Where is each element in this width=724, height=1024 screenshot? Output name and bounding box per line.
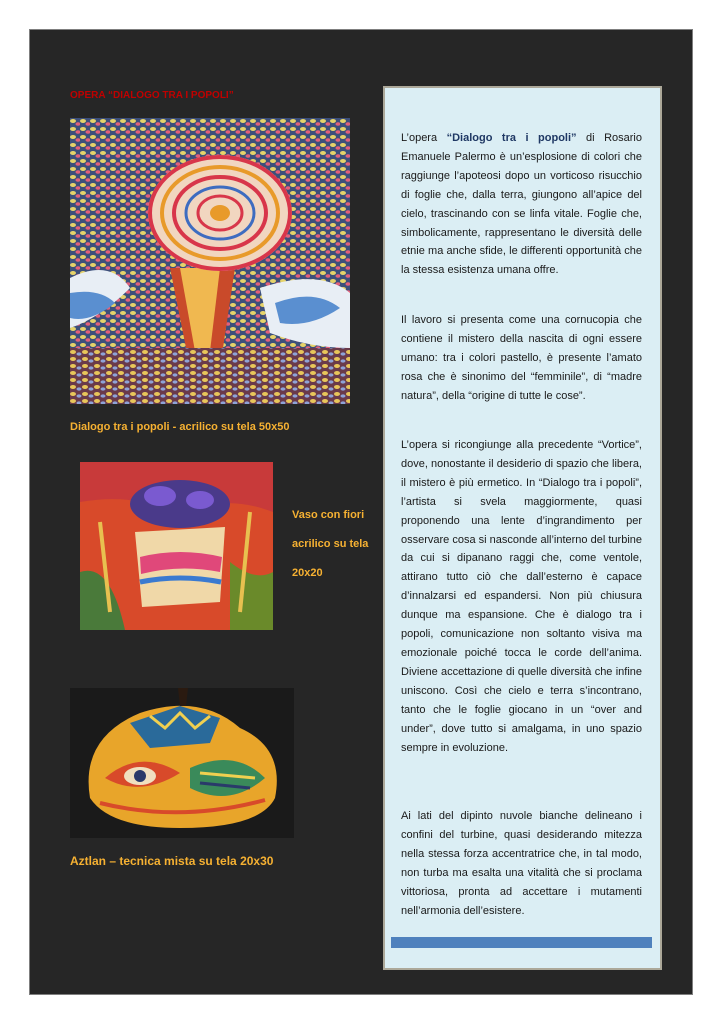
- document-page: [29, 29, 693, 995]
- accent-bar: [391, 937, 652, 948]
- painting-aztlan: [70, 688, 294, 838]
- painting-vaso-con-fiori: [80, 462, 273, 630]
- p1-intro: L’opera: [401, 132, 447, 144]
- caption-vaso-line-1: Vaso con fiori: [292, 509, 365, 521]
- paragraph-2: Il lavoro si presenta come una cornucopia che contiene il mistero della nascita di ogni essere umano: tra i colori pastello, è presente l’amato rosa che è sinonimo del “femminile”, di “madre natura”, della “origine di tutte le cose”.: [401, 314, 642, 402]
- caption-dialogo: Dialogo tra i popoli - acrilico su tela 50x50: [70, 421, 290, 433]
- paragraph-4: Ai lati del dipinto nuvole bianche delineano i confini del turbine, quasi desiderando mitezza nella stessa forza accentratrice che, in tal modo, non turba ma esalta una vitalità che si proclama vittoriosa, pronta ad accettare i mutamenti nell’armonia dell’esistere.: [401, 810, 642, 917]
- p1-rest: di Rosario Emanuele Palermo è un’esplosione di colori che raggiunge l’apoteosi dopo un vorticoso risucchio di foglie che, dalla terra, giungono all’apice del cielo, trascinando con se linfa vitale. Foglie che, simbolicamente, rappresentano le diversità delle etnie ma anche sfide, le differenti opportunità che la stessa esistenza umana offre.: [401, 132, 642, 277]
- paragraph-3: L’opera si ricongiunge alla precedente “Vortice”, dove, nonostante il desiderio di spazio che libera, il mistero è più ermetico. In “Dialogo tra i popoli”, l’artista si svela maggiormente, quasi proponendo una lente d’ingrandimento per osservare cosa si nasconde all’interno del turbine da cui si dipanano raggi che, come ventole, attirano tutto ciò che dall’esterno è capace d’innalzarsi ed espandersi. Non più chiusura dunque ma espansione. Che è dialogo tra i popoli, comunicazione non soltanto visiva ma emozionale poiché tocca le corde dell’anima. Diviene accettazione di quelle diversità che infine uniscono. Così che cielo e terra s’incontrano, tanto che le foglie giocano in un “over and under”, dove tutto si amalgama, in uno spazio sempre in evoluzione.: [401, 439, 642, 754]
- paragraph-1: [401, 129, 642, 280]
- text-box: [383, 86, 662, 970]
- caption-aztlan: Aztlan – tecnica mista su tela 20x30: [70, 854, 274, 868]
- painting-dialogo-tra-i-popoli: [70, 118, 350, 404]
- p1-bold-title: “Dialogo tra i popoli”: [446, 132, 577, 144]
- caption-vaso-con-fiori: [292, 501, 368, 588]
- caption-vaso-line-2: acrilico su tela: [292, 538, 369, 550]
- page-title: OPERA “DIALOGO TRA I POPOLI”: [70, 90, 234, 101]
- caption-vaso-line-3: 20x20: [292, 567, 323, 579]
